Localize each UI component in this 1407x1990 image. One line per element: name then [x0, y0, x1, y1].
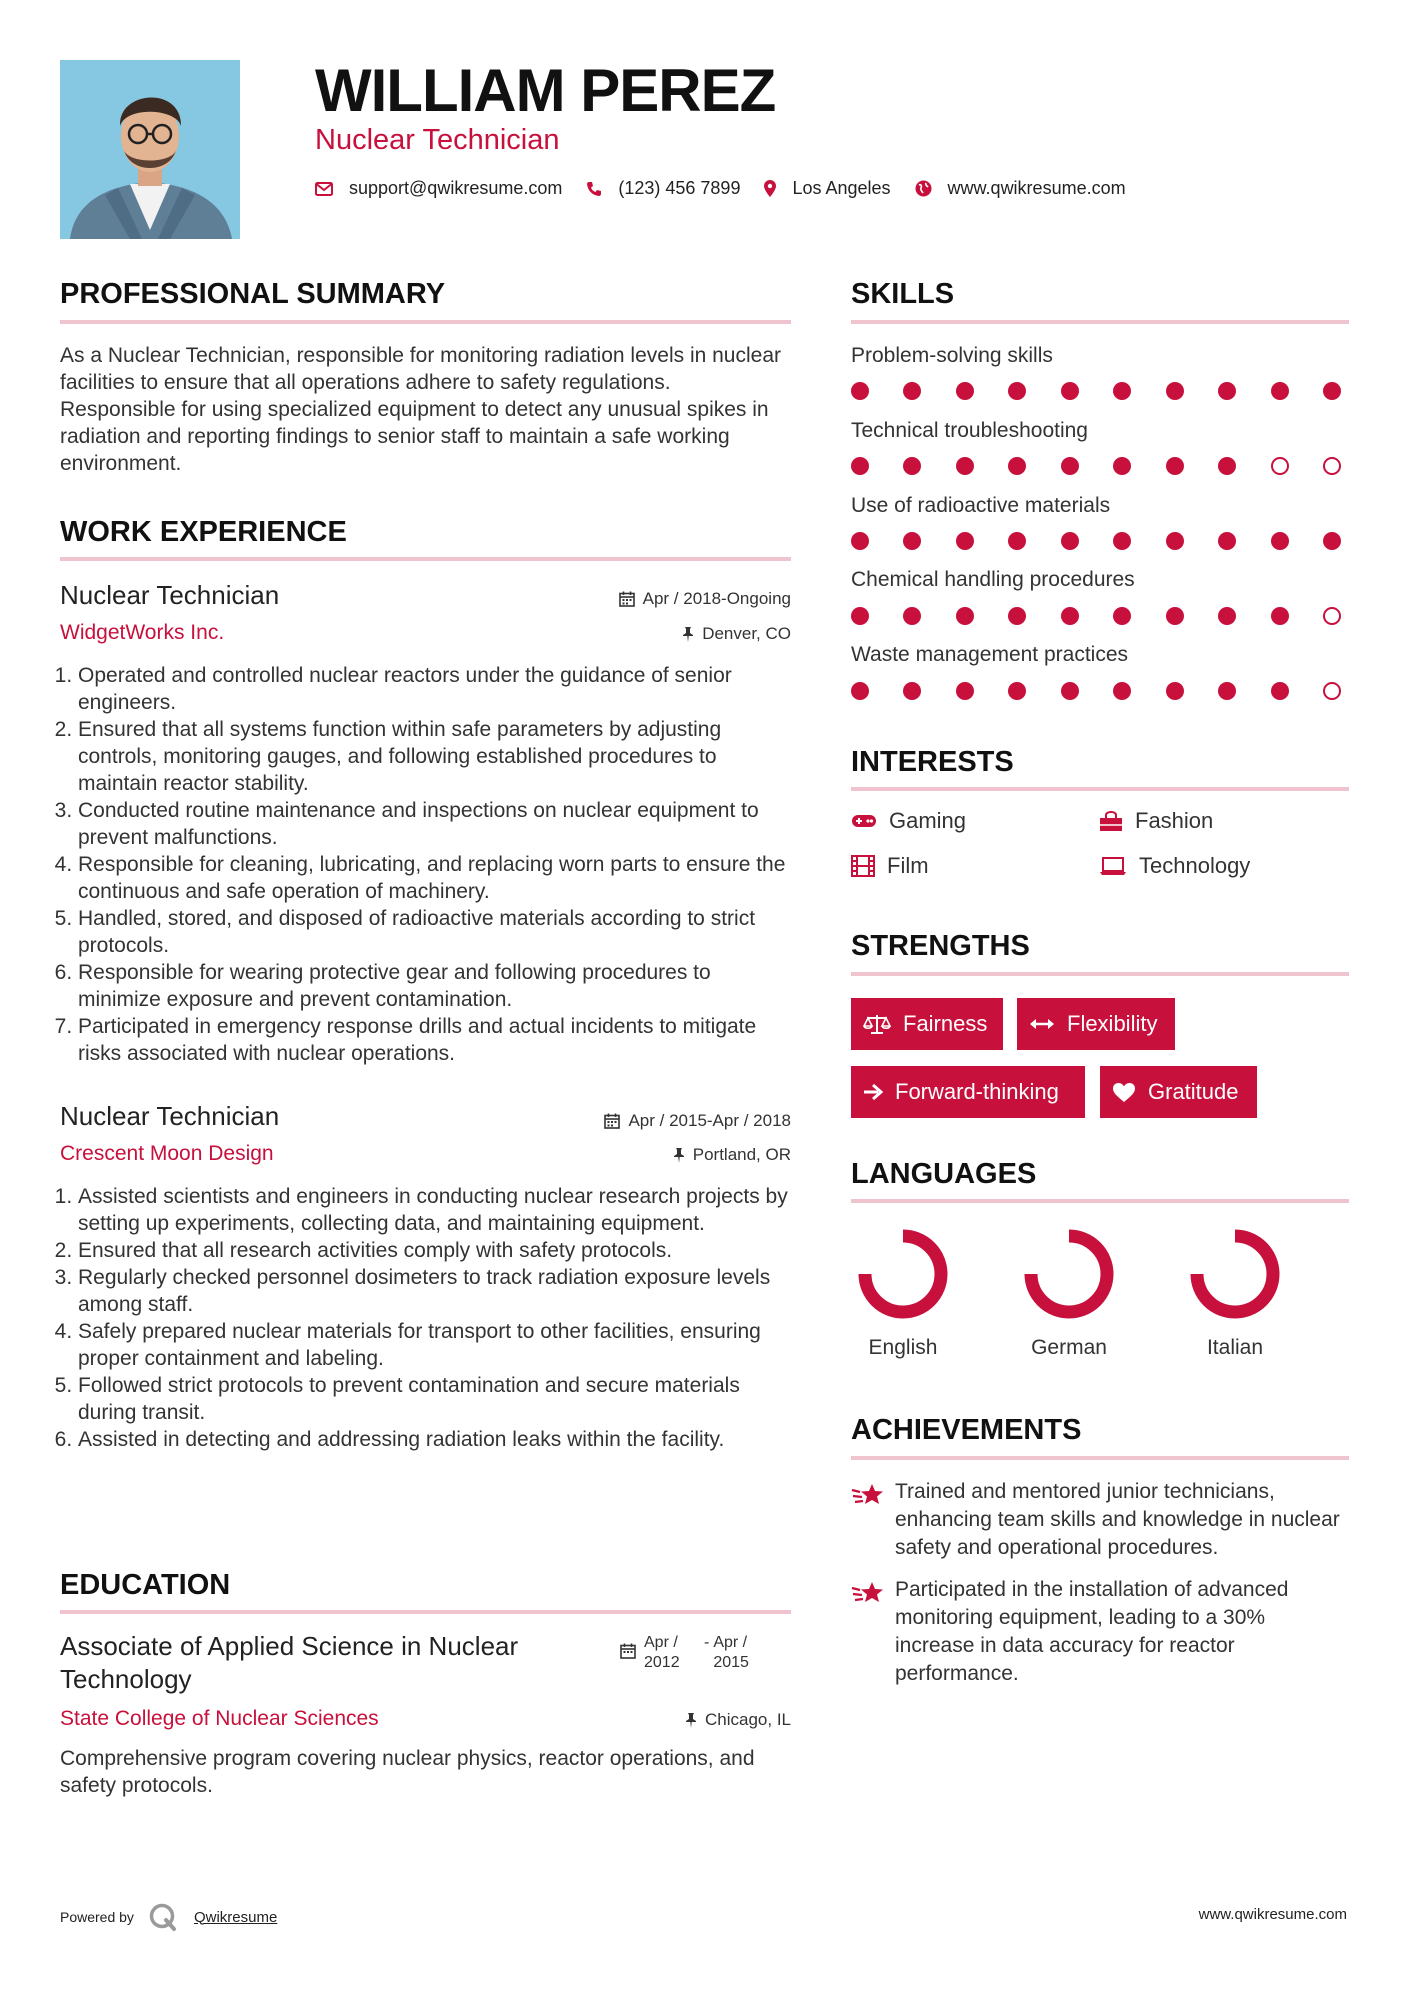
strengths-rule — [851, 972, 1349, 976]
contact-phone[interactable] — [586, 178, 740, 199]
language-name: Italian — [1206, 1336, 1264, 1359]
skill-dot-filled — [851, 457, 869, 475]
job-1-date-text: Apr / 2018-Ongoing — [642, 589, 791, 608]
job-2-date-text: Apr / 2015-Apr / 2018 — [628, 1111, 791, 1130]
interest-label: Fashion — [1135, 808, 1214, 833]
skill-dot-filled — [1061, 457, 1079, 475]
strength-label: Gratitude — [1148, 1079, 1239, 1104]
skill-dot-filled — [1218, 382, 1236, 400]
strength-badge-fairness — [851, 998, 1003, 1050]
skill-rating — [851, 532, 1341, 550]
skill-dot-filled — [956, 382, 974, 400]
balance-scale-icon — [863, 1013, 891, 1035]
list-item: 7. Participated in emergency response drills and actual incidents to mitigate risks associated with nuclear operations. — [78, 1013, 795, 1067]
interest-label: Film — [887, 853, 929, 878]
candidate-title: Nuclear Technician — [315, 124, 560, 156]
education-heading: EDUCATION — [60, 1569, 231, 1601]
skill-dot-filled — [903, 607, 921, 625]
skill-rating — [851, 457, 1341, 475]
interest-gaming — [851, 808, 966, 834]
shopping-bag-icon — [1099, 810, 1123, 832]
interest-film — [851, 853, 929, 879]
list-item: 5. Handled, stored, and disposed of radioactive materials according to strict protocols. — [78, 905, 795, 959]
job-2-duties — [60, 1183, 795, 1453]
skills-rule — [851, 320, 1349, 324]
summary-heading: PROFESSIONAL SUMMARY — [60, 278, 446, 310]
skill-dot-filled — [956, 457, 974, 475]
laptop-icon — [1099, 856, 1127, 876]
list-item: 2. Ensured that all systems function within safe parameters by adjusting controls, monitoring gauges, and following established procedures to maintain reactor stability. — [78, 716, 795, 797]
education-end: Apr / 2015 — [713, 1634, 749, 1671]
skill-dot-filled — [851, 682, 869, 700]
achievement-text: Trained and mentored junior technicians, enhancing team skills and knowledge in nuclear safety and operational procedures. — [895, 1480, 1340, 1559]
skill-dot-filled — [1008, 607, 1026, 625]
education-start: Apr / 2012 — [644, 1634, 680, 1671]
achievement-item — [851, 1576, 1341, 1688]
qwikresume-link[interactable]: Qwikresume — [193, 1908, 278, 1926]
interests-heading: INTERESTS — [851, 746, 1014, 778]
strength-label: Forward-thinking — [895, 1079, 1059, 1104]
language-level-ring — [855, 1226, 951, 1322]
skill-dot-filled — [1218, 682, 1236, 700]
skill-dot-empty — [1323, 457, 1341, 475]
skill-name: Problem-solving skills — [851, 344, 1053, 367]
skill-dot-filled — [1113, 382, 1131, 400]
achievements-rule — [851, 1456, 1349, 1460]
skill-rating — [851, 682, 1341, 700]
languages-heading: LANGUAGES — [851, 1158, 1037, 1190]
skill-dot-filled — [1218, 607, 1236, 625]
education-location — [500, 1710, 791, 1730]
film-icon — [851, 855, 875, 877]
skill-dot-filled — [1271, 607, 1289, 625]
contact-email[interactable] — [315, 178, 562, 199]
list-item: 3. Conducted routine maintenance and inspections on nuclear equipment to prevent malfunctions. — [78, 797, 795, 851]
language-level-ring — [1187, 1226, 1283, 1322]
skill-dot-filled — [1166, 382, 1184, 400]
degree-title: Associate of Applied Science in Nuclear Technology — [60, 1631, 519, 1694]
phone-icon — [586, 181, 602, 197]
summary-text: As a Nuclear Technician, responsible for monitoring radiation levels in nuclear facilities to ensure that all operations adhere to safety regulations. Responsible for using specialized equipment to detect any unusual spikes in radiation and reporting findings to senior staff to maintain a safe working environment. — [60, 344, 781, 475]
job-1-date — [500, 589, 791, 609]
skill-dot-filled — [956, 607, 974, 625]
school-name: State College of Nuclear Sciences — [60, 1707, 379, 1730]
languages-rule — [851, 1199, 1349, 1203]
list-item: 1. Assisted scientists and engineers in conducting nuclear research projects by setting up experiments, collecting data, and maintaining equipment. — [78, 1183, 795, 1237]
achievement-text: Participated in the installation of advanced monitoring equipment, leading to a 30% increase in data accuracy for reactor performance. — [895, 1578, 1289, 1685]
achievement-item — [851, 1478, 1341, 1562]
skill-dot-filled — [1271, 382, 1289, 400]
skill-name: Waste management practices — [851, 643, 1129, 666]
skill-dot-filled — [903, 382, 921, 400]
skill-dot-filled — [1166, 457, 1184, 475]
strength-label: Fairness — [903, 1011, 988, 1036]
language-level-ring — [1021, 1226, 1117, 1322]
website-text: www.qwikresume.com — [947, 178, 1126, 198]
globe-icon — [915, 180, 932, 197]
pushpin-icon — [682, 626, 694, 642]
footer-powered-by — [60, 1902, 277, 1932]
skill-dot-filled — [903, 532, 921, 550]
skill-dot-filled — [1061, 382, 1079, 400]
strengths-heading: STRENGTHS — [851, 930, 1030, 962]
contact-bar — [315, 178, 1150, 199]
skill-rating — [851, 382, 1341, 400]
skill-dot-filled — [851, 607, 869, 625]
strength-badge-forward-thinking — [851, 1066, 1085, 1118]
interest-label: Gaming — [889, 808, 967, 833]
skill-dot-filled — [1271, 682, 1289, 700]
calendar-icon — [620, 1643, 636, 1659]
arrow-right-icon — [863, 1083, 883, 1101]
skill-dot-filled — [956, 532, 974, 550]
list-item: 1. Operated and controlled nuclear reactors under the guidance of senior engineers. — [78, 662, 795, 716]
language-level-arc — [1031, 1236, 1107, 1312]
language-italian — [1180, 1226, 1290, 1360]
summary-rule — [60, 320, 791, 324]
list-item: 4. Safely prepared nuclear materials for transport to other facilities, ensuring proper containment and labeling. — [78, 1318, 795, 1372]
education-location-text: Chicago, IL — [705, 1710, 791, 1729]
strength-badge-flexibility — [1017, 998, 1175, 1050]
experience-rule — [60, 557, 791, 561]
profile-photo — [60, 60, 240, 239]
job-1-duties — [60, 662, 795, 1067]
powered-by-text: Powered by — [60, 1909, 134, 1925]
skill-dot-filled — [1061, 607, 1079, 625]
list-item: 6. Responsible for wearing protective gear and following procedures to minimize exposure and prevent contamination. — [78, 959, 795, 1013]
education-description: Comprehensive program covering nuclear physics, reactor operations, and safety protocols. — [60, 1747, 755, 1797]
skill-dot-filled — [903, 457, 921, 475]
education-dates — [620, 1633, 765, 1673]
skill-dot-filled — [1271, 532, 1289, 550]
skill-dot-filled — [1008, 682, 1026, 700]
strength-badge-gratitude — [1100, 1066, 1257, 1118]
skill-dot-filled — [1113, 607, 1131, 625]
email-text: support@qwikresume.com — [349, 178, 563, 198]
skills-heading: SKILLS — [851, 278, 955, 310]
job-2-title: Nuclear Technician — [60, 1101, 280, 1131]
arrows-horizontal-icon — [1029, 1017, 1055, 1031]
interest-fashion — [1099, 808, 1213, 834]
skill-name: Use of radioactive materials — [851, 494, 1111, 517]
job-1-title: Nuclear Technician — [60, 580, 280, 610]
achievements-heading: ACHIEVEMENTS — [851, 1414, 1082, 1446]
experience-heading: WORK EXPERIENCE — [60, 516, 347, 548]
phone-text: (123) 456 7899 — [618, 178, 741, 198]
job-2-date — [500, 1111, 791, 1131]
interest-label: Technology — [1139, 853, 1251, 878]
language-german — [1014, 1226, 1124, 1360]
skill-dot-filled — [1008, 382, 1026, 400]
shooting-star-icon — [851, 1576, 895, 1688]
list-item: 4. Responsible for cleaning, lubricating, and replacing worn parts to ensure the continuous and safe operation of machinery. — [78, 851, 795, 905]
skill-dot-filled — [1166, 682, 1184, 700]
language-name: English — [868, 1336, 938, 1359]
skill-dot-filled — [1113, 682, 1131, 700]
skill-dot-filled — [956, 682, 974, 700]
language-name: German — [1031, 1336, 1107, 1359]
skill-dot-filled — [1113, 532, 1131, 550]
skill-rating — [851, 607, 1341, 625]
skill-dot-filled — [1218, 532, 1236, 550]
skill-dot-filled — [1323, 382, 1341, 400]
list-item: 2. Ensured that all research activities comply with safety protocols. — [78, 1237, 795, 1264]
skill-dot-filled — [1218, 457, 1236, 475]
skill-dot-filled — [1061, 682, 1079, 700]
skill-dot-filled — [1061, 532, 1079, 550]
skill-dot-filled — [1323, 532, 1341, 550]
education-rule — [60, 1610, 791, 1614]
list-item: 3. Regularly checked personnel dosimeters to track radiation exposure levels among staff. — [78, 1264, 795, 1318]
skill-dot-filled — [851, 532, 869, 550]
pushpin-icon — [685, 1712, 697, 1728]
list-item: 5. Followed strict protocols to prevent contamination and secure materials during transit. — [78, 1372, 795, 1426]
skill-dot-filled — [1166, 532, 1184, 550]
strength-label: Flexibility — [1067, 1011, 1158, 1036]
list-item: 6. Assisted in detecting and addressing radiation leaks within the facility. — [78, 1426, 795, 1453]
language-level-arc — [865, 1236, 941, 1312]
qwikresume-logo-icon — [148, 1902, 178, 1932]
heart-icon — [1112, 1082, 1136, 1103]
calendar-icon — [619, 591, 635, 607]
language-english — [848, 1226, 958, 1360]
location-text: Los Angeles — [792, 178, 891, 198]
skill-dot-empty — [1323, 682, 1341, 700]
skill-dot-filled — [903, 682, 921, 700]
skill-dot-empty — [1271, 457, 1289, 475]
date-separator: - — [704, 1634, 710, 1651]
skill-name: Technical troubleshooting — [851, 419, 1088, 442]
skill-dot-empty — [1323, 607, 1341, 625]
candidate-name: WILLIAM PEREZ — [315, 57, 776, 124]
skill-name: Chemical handling procedures — [851, 568, 1135, 591]
footer-website[interactable]: www.qwikresume.com — [1198, 1906, 1347, 1923]
skill-dot-filled — [1008, 532, 1026, 550]
interest-technology — [1099, 853, 1250, 879]
calendar-icon — [604, 1113, 620, 1129]
pushpin-icon — [673, 1147, 685, 1163]
job-2-location-text: Portland, OR — [692, 1145, 791, 1164]
contact-website[interactable] — [915, 178, 1126, 199]
language-level-arc — [1197, 1236, 1273, 1312]
contact-location — [764, 178, 890, 199]
map-marker-icon — [764, 180, 776, 197]
job-2-company: Crescent Moon Design — [60, 1142, 274, 1165]
job-2-location — [500, 1145, 791, 1165]
interests-rule — [851, 787, 1349, 791]
skill-dot-filled — [1113, 457, 1131, 475]
job-1-location — [500, 624, 791, 644]
skill-dot-filled — [1166, 607, 1184, 625]
gamepad-icon — [851, 813, 877, 829]
skill-dot-filled — [1008, 457, 1026, 475]
job-1-company: WidgetWorks Inc. — [60, 621, 225, 644]
skill-dot-filled — [851, 382, 869, 400]
envelope-icon — [315, 182, 333, 196]
shooting-star-icon — [851, 1478, 895, 1562]
job-1-location-text: Denver, CO — [702, 624, 791, 643]
